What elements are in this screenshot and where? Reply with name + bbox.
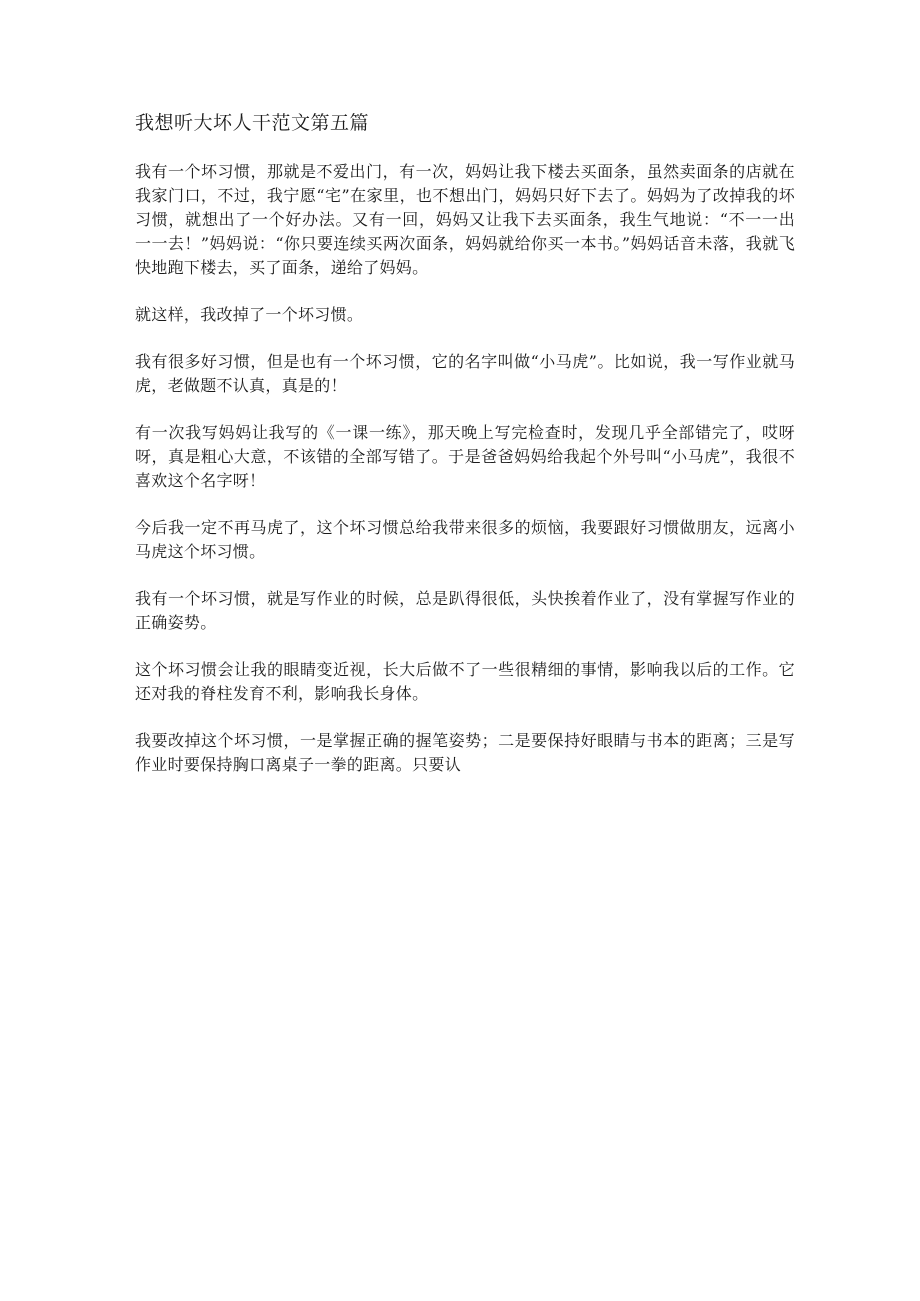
document-page bbox=[135, 108, 795, 800]
paragraph-6: 我有一个坏习惯，就是写作业的时候，总是趴得很低，头快挨着作业了，没有掌握写作业的正确姿势。 bbox=[135, 589, 795, 632]
paragraph-1: 我有一个坏习惯，那就是不爱出门，有一次，妈妈让我下楼去买面条，虽然卖面条的店就在我家门口，不过，我宁愿“宅”在家里，也不想出门，妈妈只好下去了。妈妈为了改掉我的坏习惯，就想出了一个好办法。又有一回，妈妈又让我下去买面条，我生气地说：“不一一出一一去！”妈妈说：“你只要连续买两次面条，妈妈就给你买一本书。”妈妈话音未落，我就飞快地跑下楼去，买了面条，递给了妈妈。 bbox=[135, 162, 795, 277]
paragraph-2: 就这样，我改掉了一个坏习惯。 bbox=[135, 305, 364, 324]
paragraph-5: 今后我一定不再马虎了，这个坏习惯总给我带来很多的烦恼，我要跟好习惯做朋友，远离小马虎这个坏习惯。 bbox=[135, 518, 795, 561]
paragraph-4: 有一次我写妈妈让我写的《一课一练》，那天晚上写完检查时，发现几乎全部错完了，哎呀呀，真是粗心大意，不该错的全部写错了。于是爸爸妈妈给我起个外号叫“小马虎”，我很不喜欢这个名字呀！ bbox=[135, 423, 795, 490]
paragraph-3: 我有很多好习惯，但是也有一个坏习惯，它的名字叫做“小马虎”。比如说，我一写作业就马虎，老做题不认真，真是的！ bbox=[135, 352, 795, 395]
document-title: 我想听大坏人干范文第五篇 bbox=[135, 112, 370, 134]
paragraph-7: 这个坏习惯会让我的眼睛变近视，长大后做不了一些很精细的事情，影响我以后的工作。它还对我的脊柱发育不利，影响我长身体。 bbox=[135, 660, 795, 703]
paragraph-8: 我要改掉这个坏习惯，一是掌握正确的握笔姿势；二是要保持好眼睛与书本的距离；三是写作业时要保持胸口离桌子一拳的距离。只要认 bbox=[135, 731, 795, 774]
